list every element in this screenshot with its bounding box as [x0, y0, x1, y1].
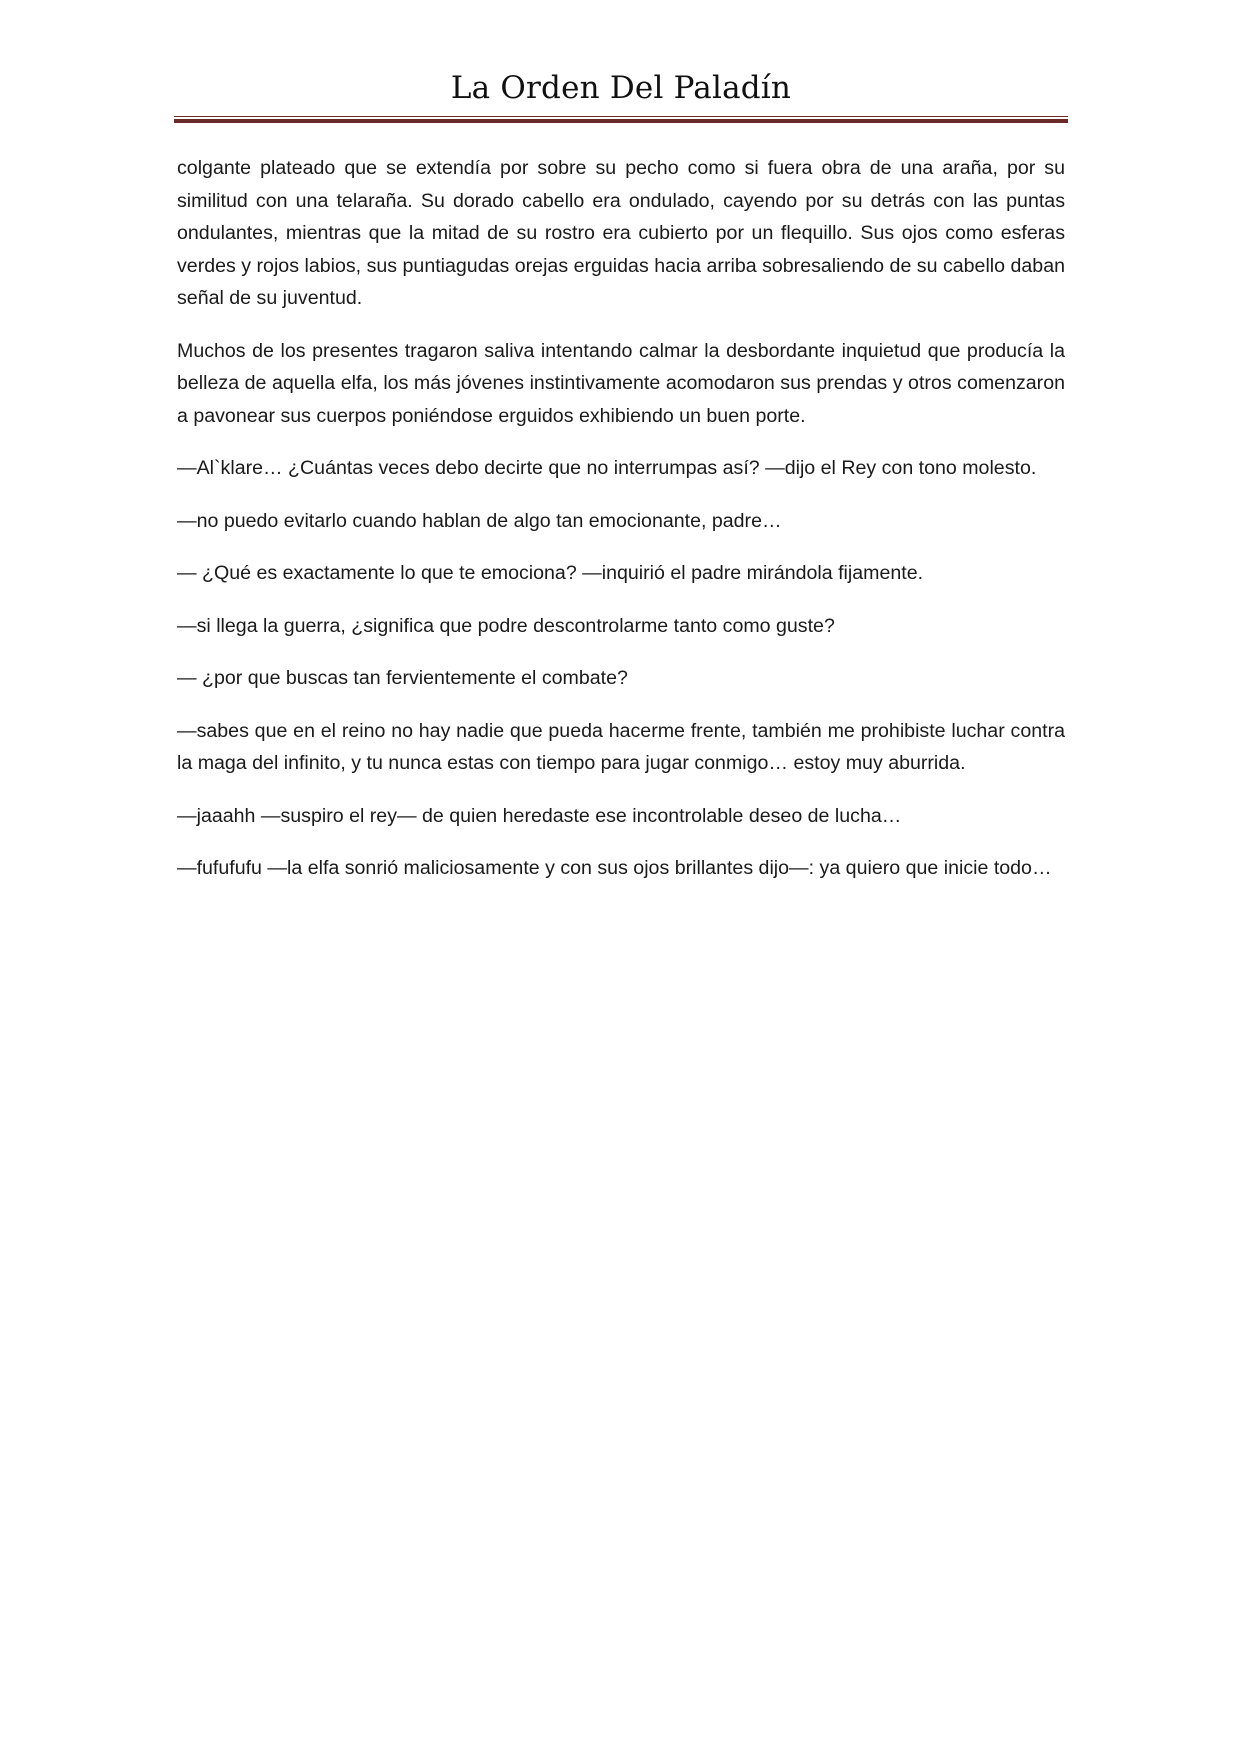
paragraph-2: Muchos de los presentes tragaron saliva intentando calmar la desbordante inquietud que producía la belleza de aquella elfa, los más jóvenes instintivamente acomodaron sus prendas y otros comenzaron a pavonear sus cuerpos poniéndose erguidos exhibiendo un buen porte. [177, 339, 1065, 427]
header-divider-thick [174, 119, 1068, 123]
paragraph-9: —jaaahh —suspiro el rey— de quien heredaste ese incontrolable deseo de lucha… [177, 804, 902, 827]
paragraph-10: —fufufufu —la elfa sonrió maliciosamente y con sus ojos brillantes dijo—: ya quiero que inicie todo… [177, 857, 1052, 879]
page-header [174, 68, 1068, 108]
header-divider-thin [174, 116, 1068, 117]
paragraph-5: — ¿Qué es exactamente lo que te emociona? —inquirió el padre mirándola fijamente. [177, 562, 924, 584]
paragraph-8: —sabes que en el reino no hay nadie que pueda hacerme frente, también me prohibiste luchar contra la maga del infinito, y tu nunca estas con tiempo para jugar conmigo… estoy muy aburrida. [177, 719, 1065, 774]
paragraph-7: — ¿por que buscas tan fervientemente el combate? [177, 667, 628, 689]
paragraph-4: —no puedo evitarlo cuando hablan de algo tan emocionante, padre… [177, 509, 782, 532]
header-divider [174, 116, 1068, 124]
paragraph-6: —si llega la guerra, ¿significa que podre descontrolarme tanto como guste? [177, 614, 835, 637]
book-title: La Orden Del Paladín [450, 70, 792, 106]
body-text [177, 152, 1065, 905]
paragraph-3: —Al`klare… ¿Cuántas veces debo decirte que no interrumpas así? —dijo el Rey con tono molesto. [177, 457, 1037, 479]
paragraph-1: colgante plateado que se extendía por sobre su pecho como si fuera obra de una araña, por su similitud con una telaraña. Su dorado cabello era ondulado, cayendo por su detrás con las puntas ondulantes, mientras que la mitad de su rostro era cubierto por un flequillo. Sus ojos como esferas verdes y rojos labios, sus puntiagudas orejas erguidas hacia arriba sobresaliendo de su cabello daban señal de su juventud. [177, 157, 1065, 309]
